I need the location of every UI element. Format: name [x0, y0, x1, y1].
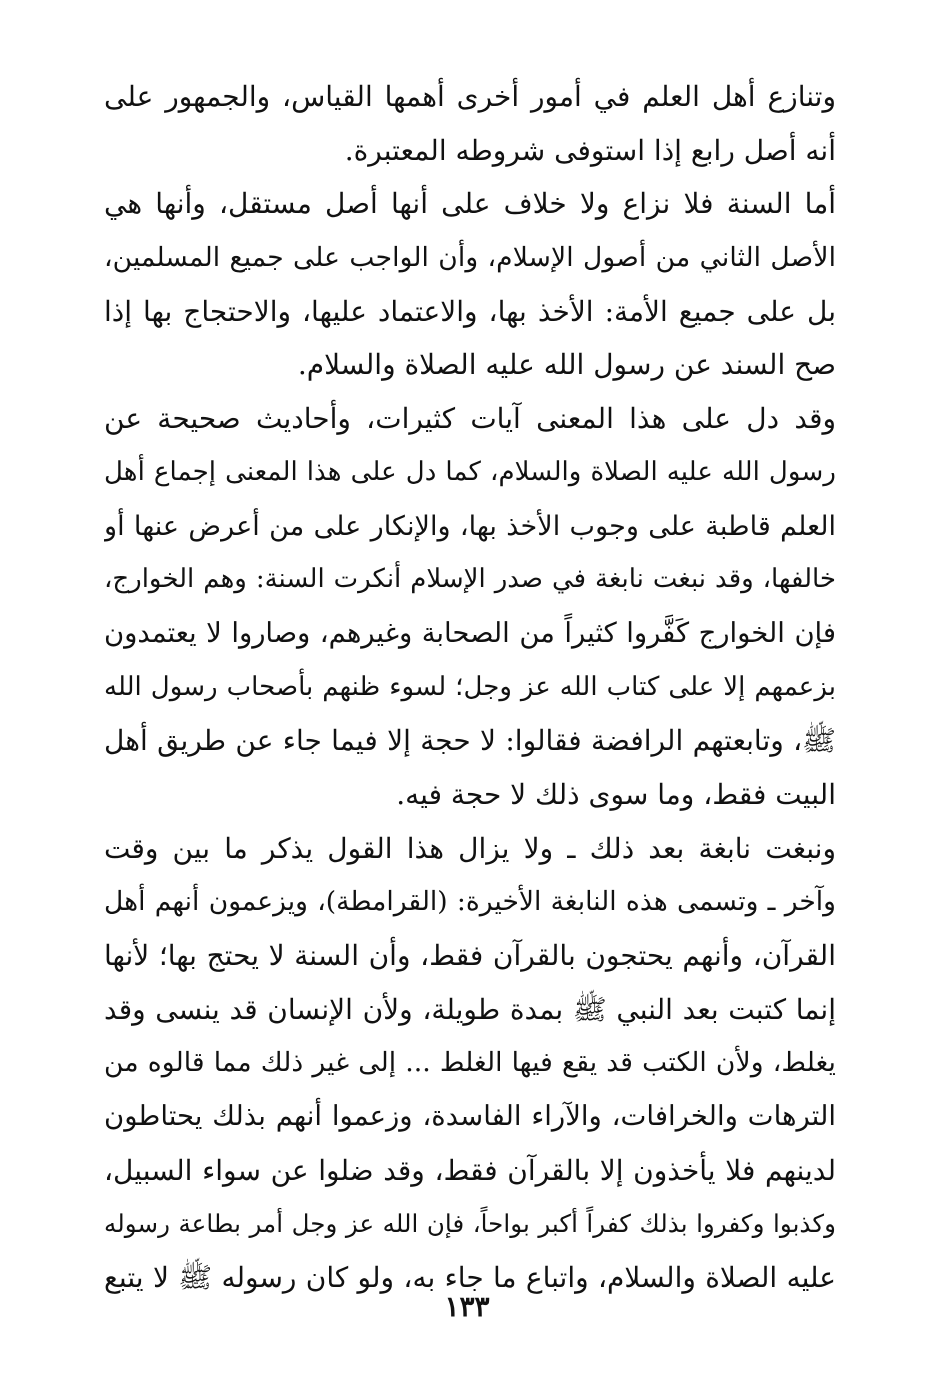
text-line: عليه الصلاة والسلام، واتباع ما جاء به، ولو كان رسوله ﷺ لا يتبع — [104, 1261, 836, 1295]
text-line: القرآن، وأنهم يحتجون بالقرآن فقط، وأن السنة لا يحتج بها؛ لأنها — [104, 939, 836, 972]
text-line: بل على جميع الأمة: الأخذ بها، والاعتماد عليها، والاحتجاج بها إذا — [104, 294, 836, 328]
text-line: أنه أصل رابع إذا استوفى شروطه المعتبرة. — [344, 133, 836, 167]
text-line: بزعمهم إلا على كتاب الله عز وجل؛ لسوء ظنهم بأصحاب رسول الله — [104, 671, 836, 702]
text-line: إنما كتبت بعد النبي ﷺ بمدة طويلة، ولأن الإنسان قد ينسى وقد — [104, 992, 836, 1026]
text-line: رسول الله عليه الصلاة والسلام، كما دل على هذا المعنى إجماع أهل — [104, 456, 836, 487]
text-line: البيت فقط، وما سوى ذلك لا حجة فيه. — [396, 777, 836, 811]
text-line: الترهات والخرافات، والآراء الفاسدة، وزعموا أنهم بذلك يحتاطون — [104, 1100, 836, 1133]
text-line: لدينهم فلا يأخذون إلا بالقرآن فقط، وقد ضلوا عن سواء السبيل، — [104, 1153, 836, 1187]
page-number: ١٣٣ — [444, 1290, 490, 1323]
text-line: يغلط، ولأن الكتب قد يقع فيها الغلط ... إلى غير ذلك مما قالوه من — [104, 1047, 836, 1079]
text-line: ﷺ، وتابعتهم الرافضة فقالوا: لا حجة إلا فيما جاء عن طريق أهل — [104, 724, 836, 758]
text-line: صح السند عن رسول الله عليه الصلاة والسلام. — [297, 348, 836, 382]
text-line: ونبغت نابغة بعد ذلك ـ ولا يزال هذا القول يذكر ما بين وقت — [104, 831, 836, 865]
text-line: وآخر ـ وتسمى هذه النابغة الأخيرة: (القرامطة)، ويزعمون أنهم أهل — [104, 886, 836, 918]
text-line: وقد دل على هذا المعنى آيات كثيرات، وأحاديث صحيحة عن — [104, 402, 836, 436]
text-line: وتنازع أهل العلم في أمور أخرى أهمها القياس، والجمهور على — [104, 80, 836, 113]
text-line: الأصل الثاني من أصول الإسلام، وأن الواجب على جميع المسلمين، — [104, 242, 836, 274]
text-line: خالفها، وقد نبغت نابغة في صدر الإسلام أنكرت السنة: وهم الخوارج، — [104, 564, 836, 595]
text-line: أما السنة فلا نزاع ولا خلاف على أنها أصل مستقل، وأنها هي — [104, 187, 836, 221]
text-line: فإن الخوارج كَفَّروا كثيراً من الصحابة وغيرهم، وصاروا لا يعتمدون — [104, 617, 836, 649]
text-line: وكذبوا وكفروا بذلك كفراً أكبر بواحاً، فإن الله عز وجل أمر بطاعة رسوله — [104, 1209, 836, 1239]
text-line: العلم قاطبة على وجوب الأخذ بها، والإنكار على من أعرض عنها أو — [104, 510, 836, 542]
body-text — [104, 70, 836, 1305]
